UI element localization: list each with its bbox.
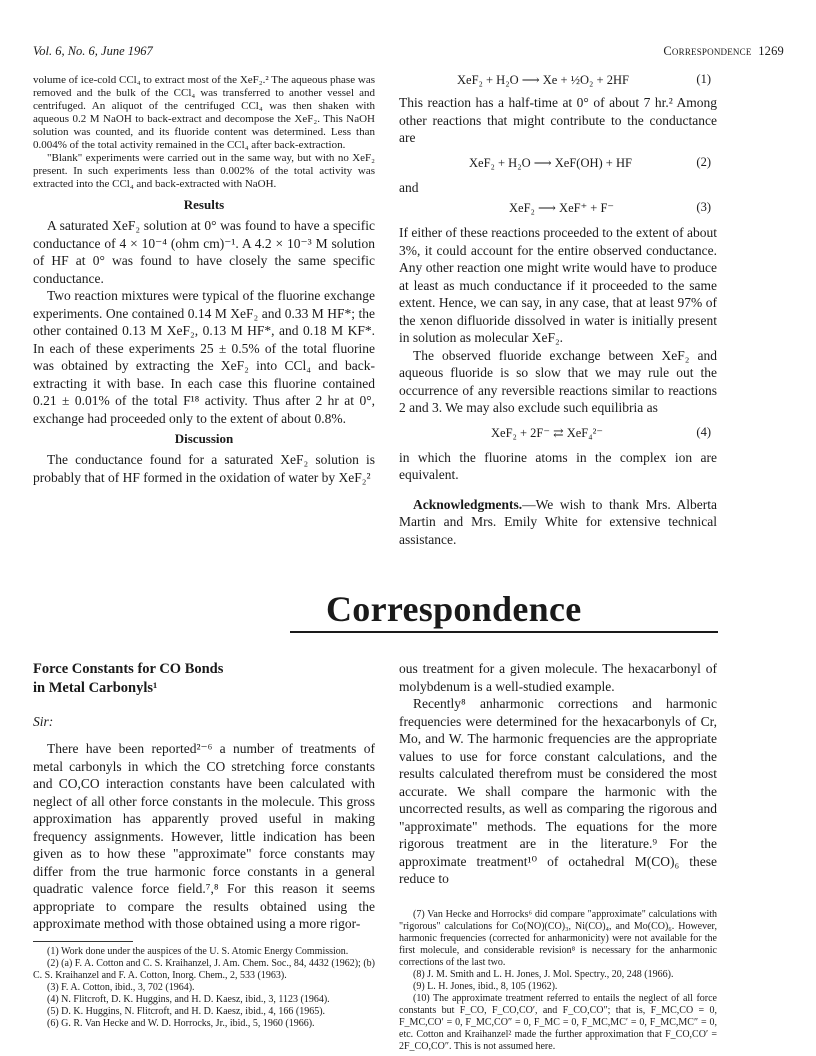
acknowledgments-text: —We wish to thank Mrs. Alberta Martin and Mrs. Emily White for extensive technical assistance. bbox=[399, 496, 717, 547]
paragraph: in which the fluorine atoms in the complex ion are equivalent. bbox=[399, 449, 717, 482]
bottom-right-column bbox=[399, 660, 717, 1053]
section-heading-results: Results bbox=[183, 197, 225, 212]
journal-volume: Vol. 6, No. 6, June 1967 bbox=[33, 44, 153, 58]
footnote: (4) N. Flitcroft, D. K. Huggins, and H. D. Kaesz, ibid., 3, 1123 (1964). bbox=[47, 993, 330, 1005]
footnote: (2) (a) F. A. Cotton and C. S. Kraihanzel, J. Am. Chem. Soc., 84, 4432 (1962); (b) C. S. Kraihanzel and F. A. Cotton, Inorg. Chem., 2, 533 (1963). bbox=[33, 957, 375, 981]
correspondence-banner: Correspondence bbox=[326, 589, 582, 629]
footnote: (9) L. H. Jones, ibid., 8, 105 (1962). bbox=[413, 980, 558, 992]
bottom-left-column bbox=[33, 660, 375, 1030]
paragraph: "Blank" experiments were carried out in the same way, but with no XeF₂ present. In such experiments less than 0.002% of the total activity was extracted into the CCl₄ and back-extracted with NaOH. bbox=[33, 152, 375, 190]
acknowledgments-label: Acknowledgments. bbox=[413, 496, 523, 512]
footnotes bbox=[33, 946, 375, 1030]
equation-3 bbox=[399, 200, 717, 218]
equation-expression: XeF₂ + H₂O ⟶ Xe + ½O₂ + 2HF bbox=[457, 73, 629, 87]
section-heading-discussion: Discussion bbox=[174, 431, 234, 446]
equation-4 bbox=[399, 425, 717, 443]
page-number: 1269 bbox=[758, 44, 784, 58]
paragraph: volume of ice-cold CCl₄ to extract most of the XeF₂.² The aqueous phase was removed and the bulk of the CCl₄ was transferred to another vessel and centrifuged. An aliquot of the centrifuged CCl₄ was then shaken with aqueous 0.2 M NaOH to back-extract and decompose the XeF₂. This NaOH solution was counted, and its fluoride content was determined. Less than 0.004% of the total activity remained in the CCl₄ after back-extraction. bbox=[33, 74, 375, 151]
paragraph: The conductance found for a saturated XeF₂ solution is probably that of HF formed in the oxidation of water by XeF₂² bbox=[33, 452, 375, 485]
paragraph: There have been reported²⁻⁶ a number of treatments of metal carbonyls in which the CO stretching force constants and CO,CO interaction constants have been calculated with neglect of all other force constants in the molecule. This gross approximation has apparently proved useful in making frequency assignments. However, little indication has been given as to how these "approximate" force constants may differ from the true harmonic force constants in a general quadratic valence force field.⁷,⁸ For this reason it seems appropriate to compare the results obtained using the approximate method with those obtained using a more rigor- bbox=[33, 741, 375, 931]
equation-number: (1) bbox=[696, 72, 711, 86]
equation-number: (3) bbox=[696, 200, 711, 214]
footnotes bbox=[399, 909, 717, 1053]
equation-expression: XeF₂ + H₂O ⟶ XeF(OH) + HF bbox=[469, 155, 632, 170]
article-title-line-1: Force Constants for CO Bonds bbox=[33, 661, 224, 677]
paragraph: If either of these reactions proceeded to the extent of about 3%, it could account for the entire observed conductance. Any other reaction one might write would have to produce at least as much conductance if it proceeded to the same extent. Hence, we can say, in any case, that at least 97% of the xenon difluoride dissolved in water is initially present in solution as molecular XeF₂. bbox=[399, 225, 717, 345]
acknowledgments bbox=[399, 496, 717, 549]
footnote: (6) G. R. Van Hecke and W. D. Horrocks, Jr., ibid., 5, 1960 (1966). bbox=[47, 1017, 315, 1029]
paragraph: This reaction has a half-time at 0° of about 7 hr.² Among other reactions that might contribute to the conductance are bbox=[399, 95, 717, 145]
footnote: (10) The approximate treatment referred to entails the neglect of all force constants but F_CO, F_CO,CO′, and F_CO,CO″; that is, F_MC,CO = 0, F_MC,CO′ = 0, F_MC,CO″ = 0, F_MC = 0, F_MC,MC′ = 0, F_MC,MC″ = 0, etc. Cotton and Kraihanzel² made the further approximation that F_CO,CO′ = 2F_CO,CO″. This is not assumed here. bbox=[399, 992, 717, 1052]
section-and-page bbox=[663, 44, 784, 59]
paragraph: A saturated XeF₂ solution at 0° was found to have a specific conductance of 4 × 10⁻⁴ (ohm cm)⁻¹. A 4.2 × 10⁻³ M solution of HF at 0° was found to have closely the same specific conductance. bbox=[33, 218, 375, 286]
top-left-column bbox=[33, 74, 375, 486]
paragraph: ous treatment for a given molecule. The hexacarbonyl of molybdenum is a well-studied example. bbox=[399, 661, 717, 694]
banner-rule bbox=[290, 631, 718, 633]
salutation: Sir: bbox=[33, 714, 54, 729]
footnote: (8) J. M. Smith and L. H. Jones, J. Mol. Spectry., 20, 248 (1966). bbox=[413, 968, 674, 980]
paragraph: The observed fluoride exchange between XeF₂ and aqueous fluoride is so slow that we may rule out the occurrence of any reversible reactions similar to reactions 2 and 3. We may also exclude such equilibria as bbox=[399, 347, 717, 415]
footnote: (5) D. K. Huggins, N. Flitcroft, and H. D. Kaesz, ibid., 4, 166 (1965). bbox=[47, 1005, 326, 1017]
footnote: (1) Work done under the auspices of the U. S. Atomic Energy Commission. bbox=[47, 945, 349, 957]
top-right-column bbox=[399, 72, 717, 548]
and-connector: and bbox=[399, 179, 419, 195]
running-header bbox=[33, 44, 784, 62]
footnote-rule bbox=[33, 941, 133, 942]
equation-expression: XeF₂ ⟶ XeF⁺ + F⁻ bbox=[509, 201, 615, 215]
paragraph: Two reaction mixtures were typical of the fluorine exchange experiments. One contained 0.14 M XeF₂ and 0.33 M HF*; the other contained 0.13 M XeF₂, 0.13 M HF*, and 0.18 M KF*. In each of these experiments 25 ± 0.5% of the total fluorine was obtained by extracting the XeF₂ into CCl₄ and back-extracting it with base. In each case this fluorine contained 0.21 ± 0.01% of the total F¹⁸ activity. Thus after 2 hr at 0°, exchange had proceeded only to the extent of about 0.8%. bbox=[33, 288, 375, 426]
article-title bbox=[33, 660, 375, 698]
section-name: Correspondence bbox=[663, 44, 752, 58]
paragraph: Recently⁸ anharmonic corrections and harmonic frequencies were determined for the hexacarbonyls of Cr, Mo, and W. The harmonic frequencies are the appropriate values to use for force constant calculations, and the results calculated therefrom must be considered the most accurate. We shall compare the harmonic with the uncorrected results, as well as comparing the rigorous and "approximate" methods. The equations for the more rigorous treatment are in the literature.⁹ For the approximate treatment¹⁰ of octahedral M(CO)₆ these reduce to bbox=[399, 696, 717, 886]
equation-number: (2) bbox=[696, 154, 711, 169]
equation-number: (4) bbox=[696, 424, 711, 439]
footnote: (7) Van Hecke and Horrocks⁶ did compare "approximate" calculations with "rigorous" calculations for Co(NO)(CO)₃, Ni(CO)₄, and Mo(CO)₆. However, harmonic frequencies (corrected for anharmonicity) were not available for the first molecule, and considerable revision⁸ is necessary for the anharmonic corrections of the last two. bbox=[399, 908, 717, 968]
equation-expression: XeF₂ + 2F⁻ ⇄ XeF₄²⁻ bbox=[491, 425, 603, 440]
footnote: (3) F. A. Cotton, ibid., 3, 702 (1964). bbox=[47, 981, 195, 993]
equation-2 bbox=[399, 155, 717, 173]
equation-1 bbox=[399, 72, 717, 90]
article-title-line-2: in Metal Carbonyls¹ bbox=[33, 680, 158, 696]
